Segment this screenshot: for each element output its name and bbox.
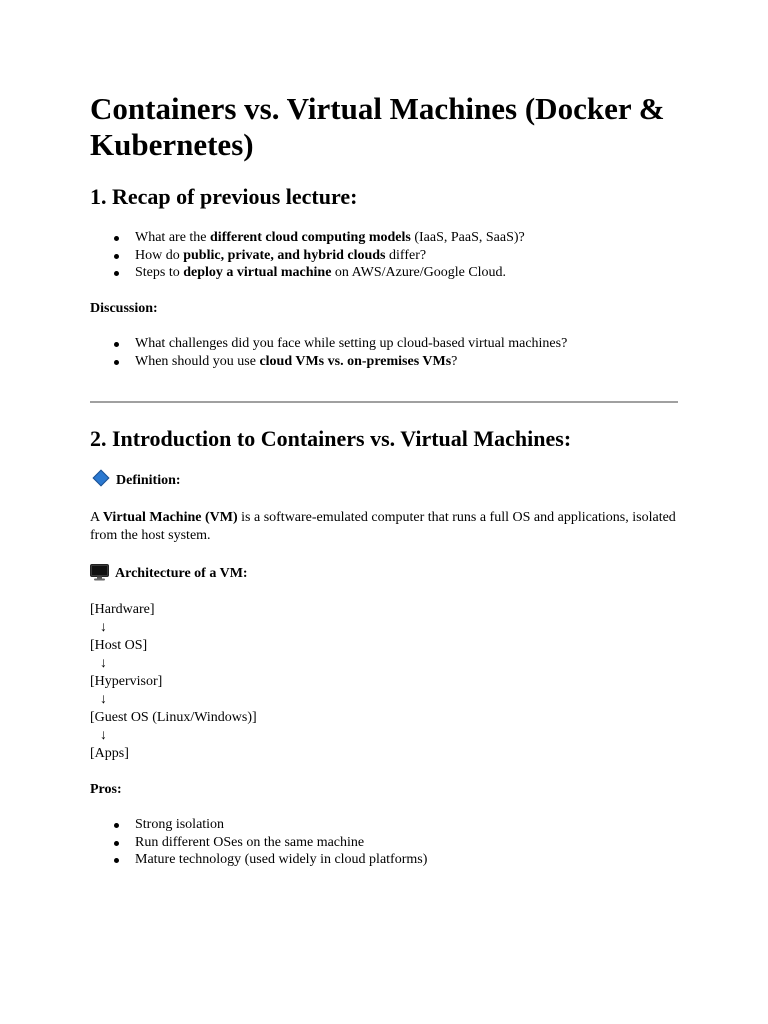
list-item: How do public, private, and hybrid clouds differ?	[90, 247, 525, 265]
down-arrow-icon: ↓	[100, 728, 107, 743]
pros-label: Pros:	[90, 782, 122, 797]
pros-list	[90, 816, 427, 869]
monitor-icon	[90, 564, 109, 581]
bullet-icon	[114, 360, 119, 365]
bullet-icon	[114, 236, 119, 241]
down-arrow-icon: ↓	[100, 692, 107, 707]
list-item: Strong isolation	[90, 816, 427, 834]
down-arrow-icon: ↓	[100, 620, 107, 635]
list-item: Run different OSes on the same machine	[90, 834, 427, 852]
list-item: What challenges did you face while setting up cloud-based virtual machines?	[90, 335, 567, 353]
arch-layer-guest-os: [Guest OS (Linux/Windows)]	[90, 710, 257, 725]
arch-layer-hypervisor: [Hypervisor]	[90, 674, 163, 689]
bullet-icon	[114, 823, 119, 828]
vm-architecture-diagram	[90, 601, 257, 763]
arch-layer-host-os: [Host OS]	[90, 638, 148, 653]
document-title: Containers vs. Virtual Machines (Docker & Kubernetes)	[90, 91, 665, 162]
discussion-label: Discussion:	[90, 301, 158, 316]
bullet-icon	[114, 841, 119, 846]
section-divider	[90, 401, 678, 403]
list-item: When should you use cloud VMs vs. on-premises VMs?	[90, 353, 567, 371]
bullet-icon	[114, 271, 119, 276]
definition-label: Definition:	[90, 472, 181, 490]
discussion-list	[90, 335, 567, 370]
definition-paragraph: A Virtual Machine (VM) is a software-emulated computer that runs a full OS and applications, isolated from the host system.	[90, 510, 676, 543]
section1-heading: 1. Recap of previous lecture:	[90, 184, 358, 209]
arch-layer-apps: [Apps]	[90, 746, 129, 761]
list-item: Mature technology (used widely in cloud platforms)	[90, 851, 427, 869]
section2-heading: 2. Introduction to Containers vs. Virtual Machines:	[90, 426, 572, 451]
list-item: Steps to deploy a virtual machine on AWS/Azure/Google Cloud.	[90, 264, 525, 282]
arch-layer-hardware: [Hardware]	[90, 602, 155, 617]
recap-list	[90, 229, 525, 282]
bullet-icon	[114, 858, 119, 863]
down-arrow-icon: ↓	[100, 656, 107, 671]
blue-diamond-icon	[93, 470, 110, 487]
bullet-icon	[114, 342, 119, 347]
architecture-label: Architecture of a VM:	[90, 564, 248, 583]
list-item: What are the different cloud computing models (IaaS, PaaS, SaaS)?	[90, 229, 525, 247]
bullet-icon	[114, 254, 119, 259]
